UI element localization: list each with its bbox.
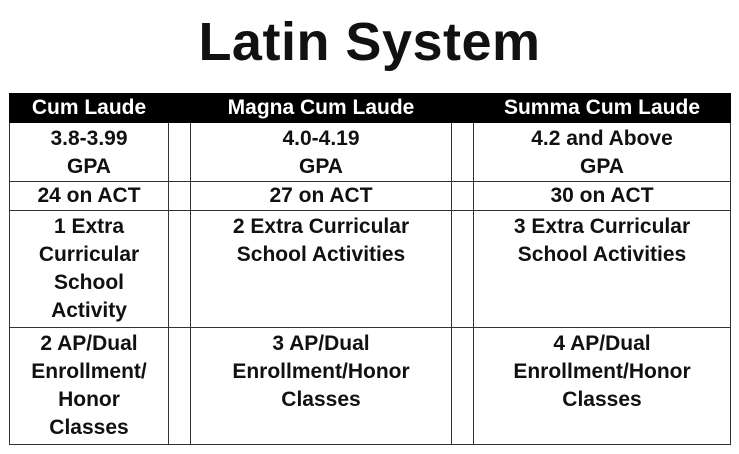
cell-line: 4.2 and Above — [531, 127, 673, 150]
page-title: Latin System — [198, 12, 541, 72]
header-summa-cum-laude: Summa Cum Laude — [474, 94, 731, 123]
table-row-act — [10, 182, 731, 211]
cell-line: Honor — [58, 388, 120, 411]
cell-line: Enrollment/ — [31, 360, 147, 383]
cell-cum-laude-activities — [10, 211, 169, 328]
cell-line: Curricular — [38, 243, 140, 266]
spacer-cell — [169, 123, 191, 182]
cell-summa-cum-laude-activities — [474, 211, 731, 328]
header-gap — [452, 94, 474, 123]
cell-summa-cum-laude-classes — [474, 328, 731, 445]
cell-magna-cum-laude-act — [191, 182, 452, 211]
cell-line: 3 AP/Dual — [272, 332, 370, 355]
cell-line: GPA — [299, 155, 343, 178]
cell-line: 2 Extra Curricular — [232, 215, 410, 238]
cell-line: School Activities — [517, 243, 687, 266]
spacer-cell — [169, 182, 191, 211]
cell-line: GPA — [580, 155, 624, 178]
cell-cum-laude-act — [10, 182, 169, 211]
cell-line: School — [53, 271, 124, 294]
cell-line: 3.8-3.99 — [50, 127, 128, 150]
latin-system-table — [9, 93, 731, 445]
cell-line: 3 Extra Curricular — [513, 215, 691, 238]
cell-line: Enrollment/Honor — [513, 360, 691, 383]
cell-cum-laude-gpa — [10, 123, 169, 182]
spacer-cell — [452, 211, 474, 328]
table-row-gpa — [10, 123, 731, 182]
cell-line: 1 Extra — [53, 215, 125, 238]
cell-line: 4 AP/Dual — [553, 332, 651, 355]
cell-magna-cum-laude-gpa — [191, 123, 452, 182]
cell-summa-cum-laude-act — [474, 182, 731, 211]
spacer-cell — [452, 123, 474, 182]
cell-line: Classes — [281, 388, 361, 411]
cell-line: Enrollment/Honor — [232, 360, 410, 383]
cell-line: Classes — [49, 416, 129, 439]
cell-magna-cum-laude-activities — [191, 211, 452, 328]
header-row — [10, 94, 731, 123]
spacer-cell — [169, 211, 191, 328]
spacer-cell — [169, 328, 191, 445]
spacer-cell — [452, 328, 474, 445]
cell-line: 24 on ACT — [37, 184, 141, 207]
cell-line: 27 on ACT — [269, 184, 373, 207]
cell-line: 2 AP/Dual — [40, 332, 138, 355]
table-row-classes — [10, 328, 731, 445]
cell-magna-cum-laude-classes — [191, 328, 452, 445]
header-magna-cum-laude: Magna Cum Laude — [191, 94, 452, 123]
cell-line: GPA — [67, 155, 111, 178]
cell-line: Activity — [51, 299, 127, 322]
cell-cum-laude-classes — [10, 328, 169, 445]
table-row-activities — [10, 211, 731, 328]
spacer-cell — [452, 182, 474, 211]
header-gap — [169, 94, 191, 123]
cell-line: School Activities — [236, 243, 406, 266]
cell-line: 30 on ACT — [550, 184, 654, 207]
cell-summa-cum-laude-gpa — [474, 123, 731, 182]
cell-line: Classes — [562, 388, 642, 411]
header-cum-laude: Cum Laude — [10, 94, 169, 123]
cell-line: 4.0-4.19 — [282, 127, 360, 150]
